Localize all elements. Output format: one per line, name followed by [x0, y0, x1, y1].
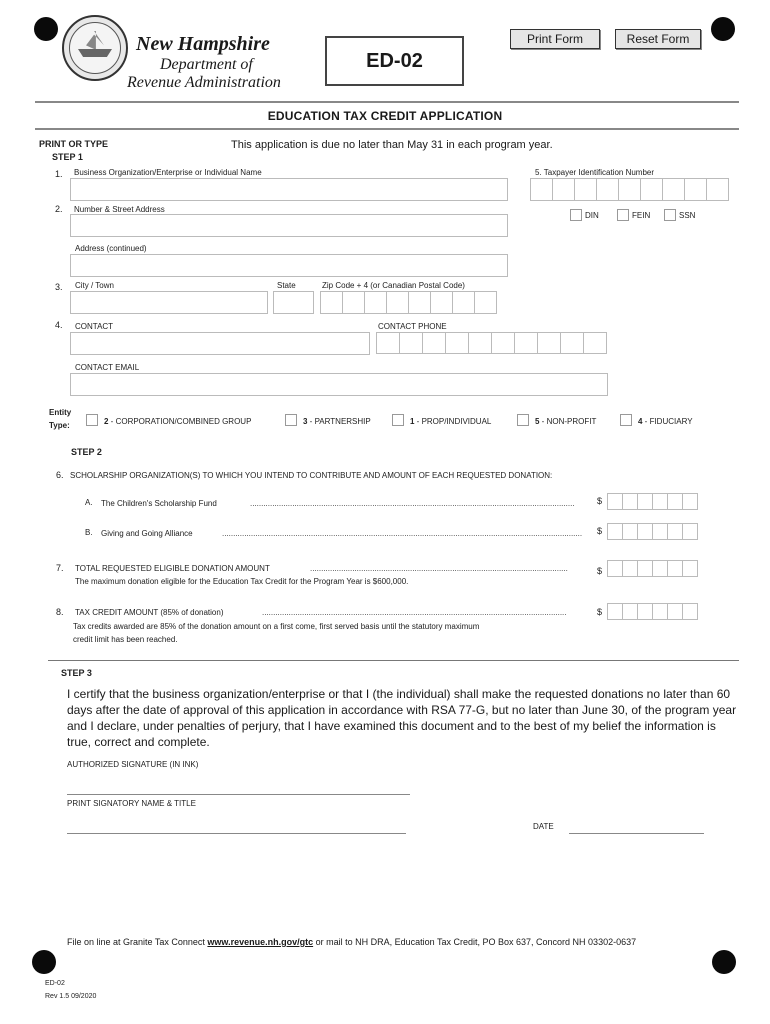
- question-8-text: TAX CREDIT AMOUNT (85% of donation): [75, 608, 224, 617]
- state-field[interactable]: [273, 291, 314, 314]
- header-divider-top: [35, 101, 739, 103]
- contact-phone-label: CONTACT PHONE: [378, 322, 447, 331]
- credit-dollar: $: [597, 607, 603, 617]
- footer-revision: Rev 1.5 09/2020: [45, 993, 97, 1000]
- question-7-note: The maximum donation eligible for the Education Tax Credit for the Program Year is $600,000.: [75, 577, 409, 586]
- print-form-button[interactable]: Print Form: [510, 29, 600, 49]
- street-address-field[interactable]: [70, 214, 508, 237]
- step3-label: STEP 3: [61, 668, 92, 678]
- total-amount-field[interactable]: [607, 560, 697, 577]
- entity-partnership-checkbox[interactable]: [285, 414, 297, 426]
- question-8-note-1: Tax credits awarded are 85% of the donation amount on a first come, first served basis until the statutory maximum: [73, 622, 480, 631]
- entity-fiduciary-checkbox[interactable]: [620, 414, 632, 426]
- field-4-number: 4.: [55, 320, 63, 330]
- org-b-dollar: $: [597, 526, 603, 536]
- print-name-label: PRINT SIGNATORY NAME & TITLE: [67, 799, 196, 808]
- signature-line[interactable]: [67, 794, 410, 795]
- org-a-leader: ..................................................................................................................................................: [250, 499, 575, 508]
- step3-divider: [48, 660, 739, 661]
- city-field[interactable]: [70, 291, 268, 314]
- entity-individual-label: 1 - PROP/INDIVIDUAL: [410, 417, 492, 426]
- street-address-label: Number & Street Address: [74, 205, 165, 214]
- business-name-field[interactable]: [70, 178, 508, 201]
- business-name-label: Business Organization/Enterprise or Individual Name: [74, 168, 262, 177]
- question-7-number: 7.: [56, 563, 64, 573]
- date-line[interactable]: [569, 833, 704, 834]
- entity-fiduciary-label: 4 - FIDUCIARY: [638, 417, 693, 426]
- zip-field[interactable]: [320, 291, 496, 314]
- page-title: EDUCATION TAX CREDIT APPLICATION: [267, 109, 503, 123]
- org-a-amount-field[interactable]: [607, 493, 697, 510]
- entity-label: Entity: [49, 408, 72, 417]
- total-dollar: $: [597, 566, 603, 576]
- entity-partnership-label: 3 - PARTNERSHIP: [303, 417, 371, 426]
- entity-corporation-label: 2 - CORPORATION/COMBINED GROUP: [104, 417, 252, 426]
- address-continued-label: Address (continued): [75, 244, 147, 253]
- entity-nonprofit-label: 5 - NON-PROFIT: [535, 417, 597, 426]
- org-a-dollar: $: [597, 496, 603, 506]
- org-a-name: The Children's Scholarship Fund: [101, 499, 217, 508]
- question-8-note-2: credit limit has been reached.: [73, 635, 178, 644]
- registration-mark-bottom-left: [32, 950, 56, 974]
- footer-filing-instructions: File on line at Granite Tax Connect www.revenue.nh.gov/gtc or mail to NH DRA, Education Tax Credit, PO Box 637, Concord NH 03302-0637: [67, 937, 637, 947]
- registration-mark-bottom-right: [712, 950, 736, 974]
- taxpayer-id-label: 5. Taxpayer Identification Number: [535, 168, 655, 177]
- date-label: DATE: [533, 822, 554, 831]
- din-checkbox[interactable]: [570, 209, 582, 221]
- org-b-leader: ..................................................................................................................................................................: [222, 529, 583, 538]
- address-continued-field[interactable]: [70, 254, 508, 277]
- question-8-number: 8.: [56, 607, 64, 617]
- contact-phone-field[interactable]: [376, 332, 606, 354]
- state-seal-logo: [62, 15, 128, 81]
- field-3-number: 3.: [55, 282, 63, 292]
- question-7-leader: ....................................................................................................................: [310, 564, 568, 573]
- question-8-leader: .........................................................................................................................................: [262, 608, 567, 617]
- department-line-1: Department of: [160, 56, 253, 73]
- print-name-line[interactable]: [67, 833, 406, 834]
- department-line-2: Revenue Administration: [127, 74, 281, 91]
- taxpayer-id-field[interactable]: [530, 178, 728, 201]
- entity-nonprofit-checkbox[interactable]: [517, 414, 529, 426]
- step1-label: STEP 1: [52, 152, 83, 162]
- org-b-name: Giving and Going Alliance: [101, 529, 193, 538]
- fein-label: FEIN: [632, 211, 651, 220]
- question-6-text: SCHOLARSHIP ORGANIZATION(S) TO WHICH YOU INTEND TO CONTRIBUTE AND AMOUNT OF EACH REQUESTED DONATION:: [70, 471, 553, 480]
- state-name: New Hampshire: [136, 33, 270, 55]
- fein-checkbox[interactable]: [617, 209, 629, 221]
- question-7-text: TOTAL REQUESTED ELIGIBLE DONATION AMOUNT: [75, 564, 270, 573]
- org-b-amount-field[interactable]: [607, 523, 697, 540]
- city-label: City / Town: [75, 281, 114, 290]
- org-a-letter: A.: [85, 498, 93, 507]
- entity-type-label: Type:: [49, 421, 70, 430]
- form-id-box: ED-02: [325, 36, 464, 86]
- registration-mark-top-right: [711, 17, 735, 41]
- header-divider-bottom: [35, 128, 739, 130]
- reset-form-button[interactable]: Reset Form: [615, 29, 701, 49]
- field-2-number: 2.: [55, 204, 63, 214]
- credit-amount-field[interactable]: [607, 603, 697, 620]
- print-or-type-label: PRINT OR TYPE: [39, 139, 109, 149]
- din-label: DIN: [585, 211, 599, 220]
- footer-form-code: ED-02: [45, 980, 65, 987]
- contact-field[interactable]: [70, 332, 370, 355]
- field-1-number: 1.: [55, 169, 63, 179]
- zip-label: Zip Code + 4 (or Canadian Postal Code): [322, 281, 465, 290]
- signature-label: AUTHORIZED SIGNATURE (IN INK): [67, 760, 199, 769]
- contact-email-label: CONTACT EMAIL: [75, 363, 140, 372]
- ssn-label: SSN: [679, 211, 696, 220]
- registration-mark-top-left: [34, 17, 58, 41]
- certification-statement: I certify that the business organization/enterprise or that I (the individual) shall make the requested donations no later than 60 days after the date of approval of this application in accordance with RSA 77-G, but no later than June 30, of the program year and I declare, under penalties of perjury, that I have examined this document and to the best of my belief the information is true, correct and complete.: [67, 687, 737, 749]
- ssn-checkbox[interactable]: [664, 209, 676, 221]
- step2-label: STEP 2: [71, 447, 102, 457]
- org-b-letter: B.: [85, 528, 93, 537]
- due-notice: This application is due no later than May 31 in each program year.: [231, 139, 553, 151]
- contact-label: CONTACT: [75, 322, 114, 331]
- gtc-link[interactable]: www.revenue.nh.gov/gtc: [207, 937, 314, 947]
- contact-email-field[interactable]: [70, 373, 608, 396]
- entity-individual-checkbox[interactable]: [392, 414, 404, 426]
- entity-corporation-checkbox[interactable]: [86, 414, 98, 426]
- question-6-number: 6.: [56, 470, 64, 480]
- state-label: State: [277, 281, 296, 290]
